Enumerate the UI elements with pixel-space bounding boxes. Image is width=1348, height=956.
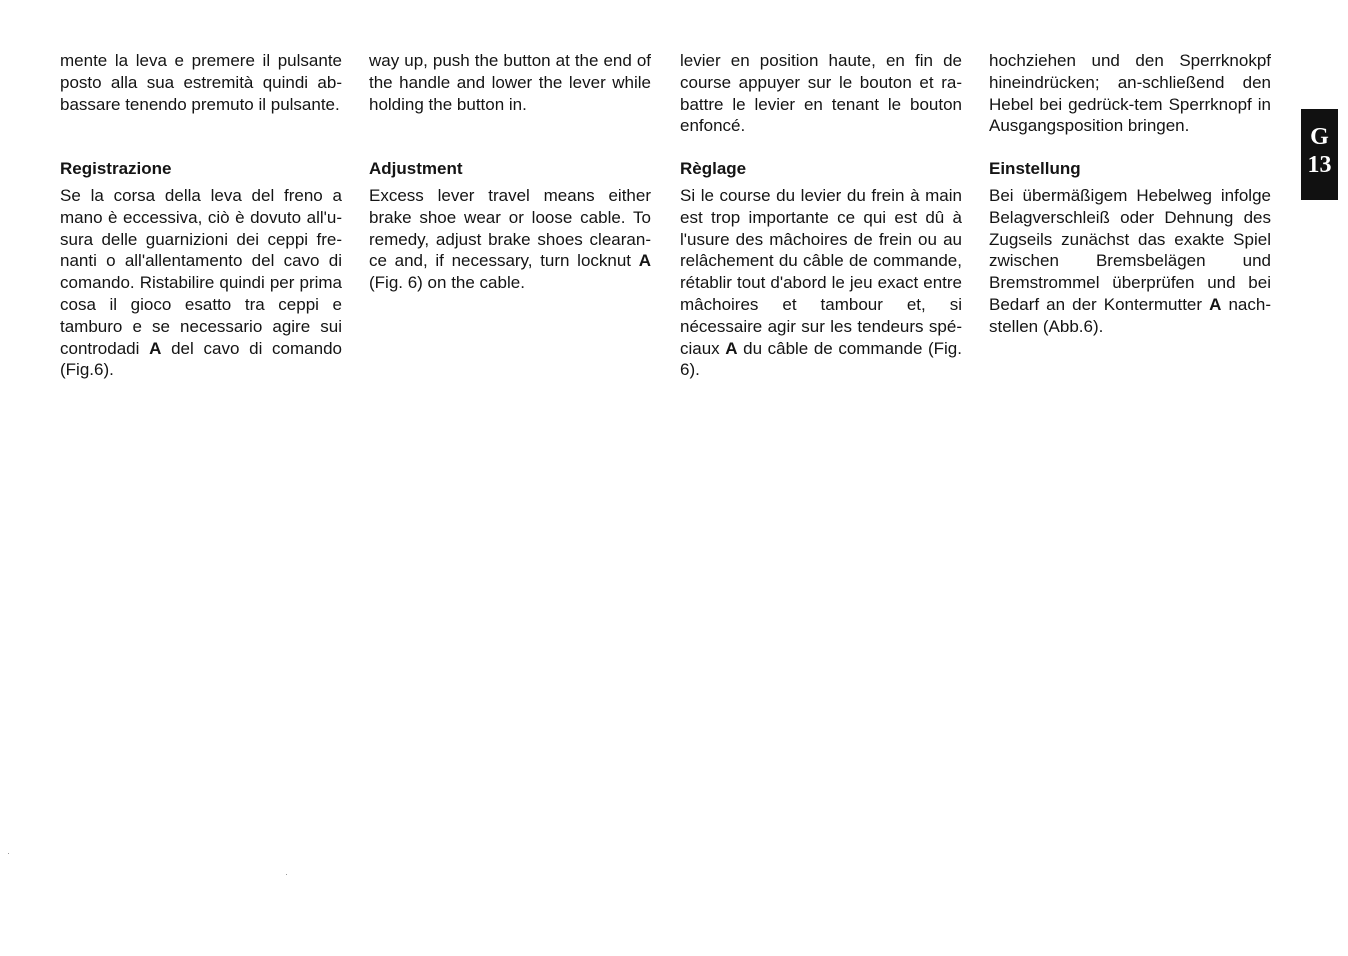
section-heading: Registrazione <box>60 159 172 178</box>
body-text: Excess lever travel means either brake shoe wear or loose cable. To remedy, adjust brake shoes clearance and, if necessary, turn locknut <box>369 186 651 271</box>
scan-speck <box>8 853 9 854</box>
body-text: nachstellen (Abb.6). <box>989 294 1271 336</box>
body-paragraph <box>680 185 962 381</box>
column-english <box>369 50 651 294</box>
intro-paragraph: levier en position haute, en fin de course appuyer sur le bouton et rabattre le levier en tenant le bouton enfoncé. <box>680 51 962 136</box>
intro-paragraph: mente la leva e premere il pulsante posto alla sua estremità quindi abbassare tenendo premuto il pulsante. <box>60 51 342 114</box>
body-text: del cavo di comando (Fig.6). <box>60 338 342 380</box>
column-german <box>989 50 1271 338</box>
intro-paragraph: way up, push the button at the end of the handle and lower the lever while holding the button in. <box>369 51 651 114</box>
column-italian <box>60 50 342 381</box>
section-tab <box>1301 109 1338 200</box>
section-heading: Einstellung <box>989 159 1081 178</box>
part-reference: A <box>638 251 651 271</box>
part-reference: A <box>1209 294 1222 314</box>
column-french <box>680 50 962 381</box>
section-tab-number: 13 <box>1307 152 1332 178</box>
part-reference: A <box>725 338 738 358</box>
body-text: du câble de commande (Fig. 6). <box>680 338 962 380</box>
body-text: (Fig. 6) on the cable. <box>369 273 525 293</box>
scan-speck <box>286 874 287 875</box>
body-paragraph <box>60 185 342 381</box>
section-heading: Règlage <box>680 159 747 178</box>
section-heading: Adjustment <box>369 159 463 178</box>
section-tab-letter: G <box>1310 124 1329 150</box>
intro-paragraph: hochziehen und den Sperrknokpf hineindrücken; an-schließend den Hebel bei gedrück-tem Sperrknopf in Ausgangsposition bringen. <box>989 51 1271 136</box>
body-paragraph <box>989 185 1271 338</box>
body-text: Se la corsa della leva del freno a mano è eccessiva, ciò è dovuto all'usura delle guarnizioni dei ceppi frenanti o all'allentamento del cavo di comando. Ristabilire quindi per prima cosa il gioco esatto tra ceppi e tamburo e se necessario agire sui controdadi <box>60 186 342 358</box>
body-text: Si le course du levier du frein à main est trop importante ce qui est dû à l'usure des mâchoires de frein ou au relâchement du câble de commande, rétablir tout d'abord le jeu exact entre mâchoires et tambour et, si nécessaire agir sur les tendeurs spéciaux <box>680 186 962 358</box>
part-reference: A <box>149 338 162 358</box>
body-paragraph <box>369 185 651 294</box>
body-text: Bei übermäßigem Hebelweg infolge Belagverschleiß oder Dehnung des Zugseils zunächst das exakte Spiel zwischen Bremsbelägen und Bremstrommel überprüfen und bei Bedarf an der Kontermutter <box>989 186 1271 314</box>
